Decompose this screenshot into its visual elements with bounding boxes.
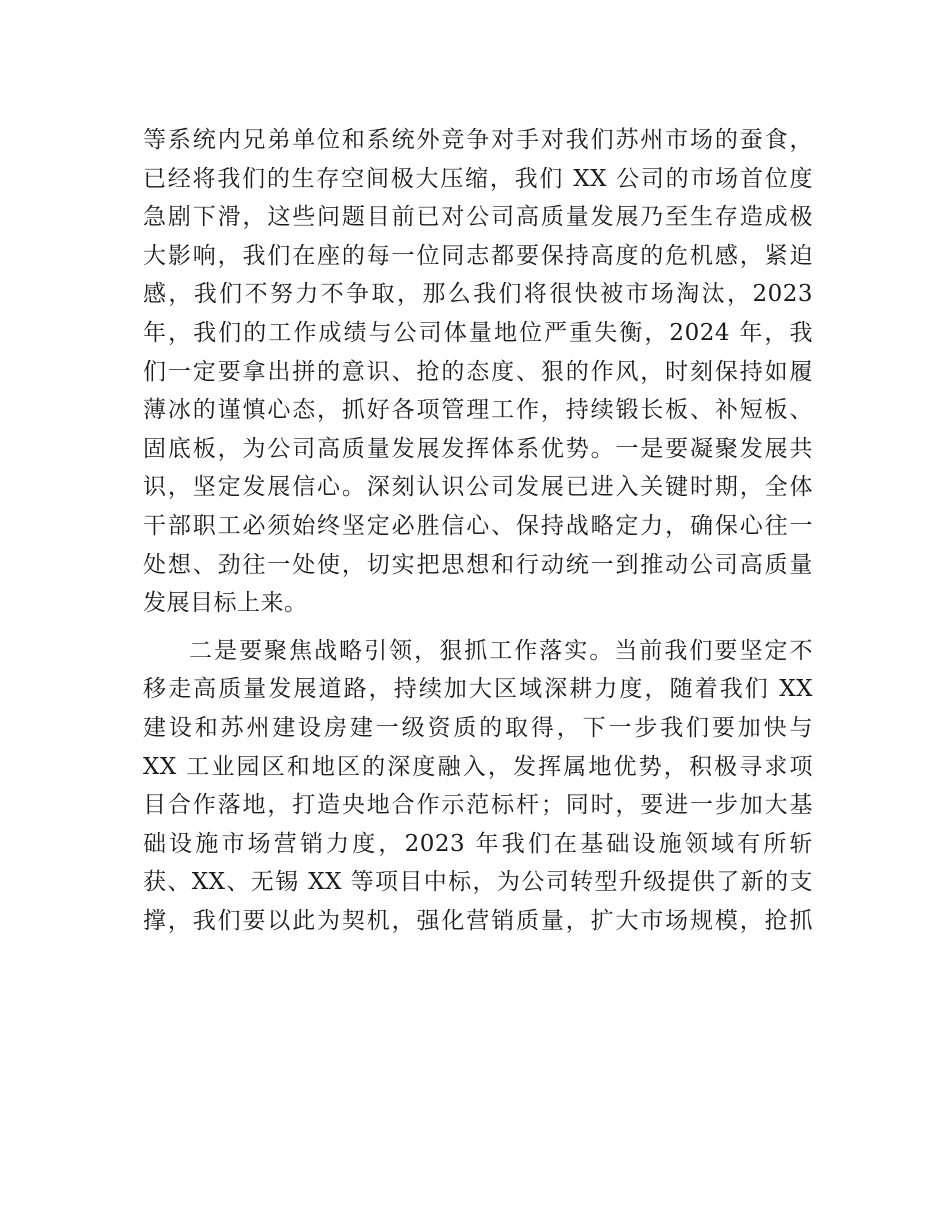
text-line: 感，我们不努力不争取，那么我们将很快被市场淘汰，2023	[143, 281, 813, 308]
text-line: 们一定要拿出拼的意识、抢的态度、狠的作风，时刻保持如履	[143, 358, 813, 385]
body-text	[143, 121, 813, 940]
text-line: 识，坚定发展信心。深刻认识公司发展已进入关键时期，全体	[143, 474, 813, 501]
text-line: 建设和苏州建设房建一级资质的取得，下一步我们要加快与	[143, 714, 813, 741]
text-line: 目合作落地，打造央地合作示范标杆；同时，要进一步加大基	[143, 792, 813, 819]
paragraph-1	[143, 121, 813, 623]
text-line: 础设施市场营销力度，2023 年我们在基础设施领域有所斩	[143, 830, 813, 857]
text-line: 二是要聚焦战略引领，狠抓工作落实。当前我们要坚定不	[189, 637, 813, 664]
text-line: 已经将我们的生存空间极大压缩，我们 XX 公司的市场首位度	[143, 165, 813, 192]
text-line: 获、XX、无锡 XX 等项目中标，为公司转型升级提供了新的支	[143, 869, 813, 896]
text-line: XX 工业园区和地区的深度融入，发挥属地优势，积极寻求项	[143, 753, 813, 780]
text-line: 固底板，为公司高质量发展发挥体系优势。一是要凝聚发展共	[143, 435, 813, 462]
text-line: 大影响，我们在座的每一位同志都要保持高度的危机感，紧迫	[143, 242, 813, 269]
text-line: 发展目标上来。	[143, 590, 308, 617]
paragraph-2	[143, 632, 813, 941]
paragraph-spacer	[143, 623, 813, 632]
text-line: 移走高质量发展道路，持续加大区域深耕力度，随着我们 XX	[143, 676, 813, 703]
text-line: 等系统内兄弟单位和系统外竞争对手对我们苏州市场的蚕食，	[143, 127, 813, 153]
text-line: 干部职工必须始终坚定必胜信心、保持战略定力，确保心往一	[143, 512, 813, 539]
text-line: 急剧下滑，这些问题目前已对公司高质量发展乃至生存造成极	[143, 204, 813, 231]
text-line: 年，我们的工作成绩与公司体量地位严重失衡，2024 年，我	[143, 319, 813, 346]
text-line: 撑，我们要以此为契机，强化营销质量，扩大市场规模，抢抓	[143, 907, 813, 934]
text-line: 薄冰的谨慎心态，抓好各项管理工作，持续锻长板、补短板、	[143, 397, 813, 424]
text-line: 处想、劲往一处使，切实把思想和行动统一到推动公司高质量	[143, 551, 813, 578]
